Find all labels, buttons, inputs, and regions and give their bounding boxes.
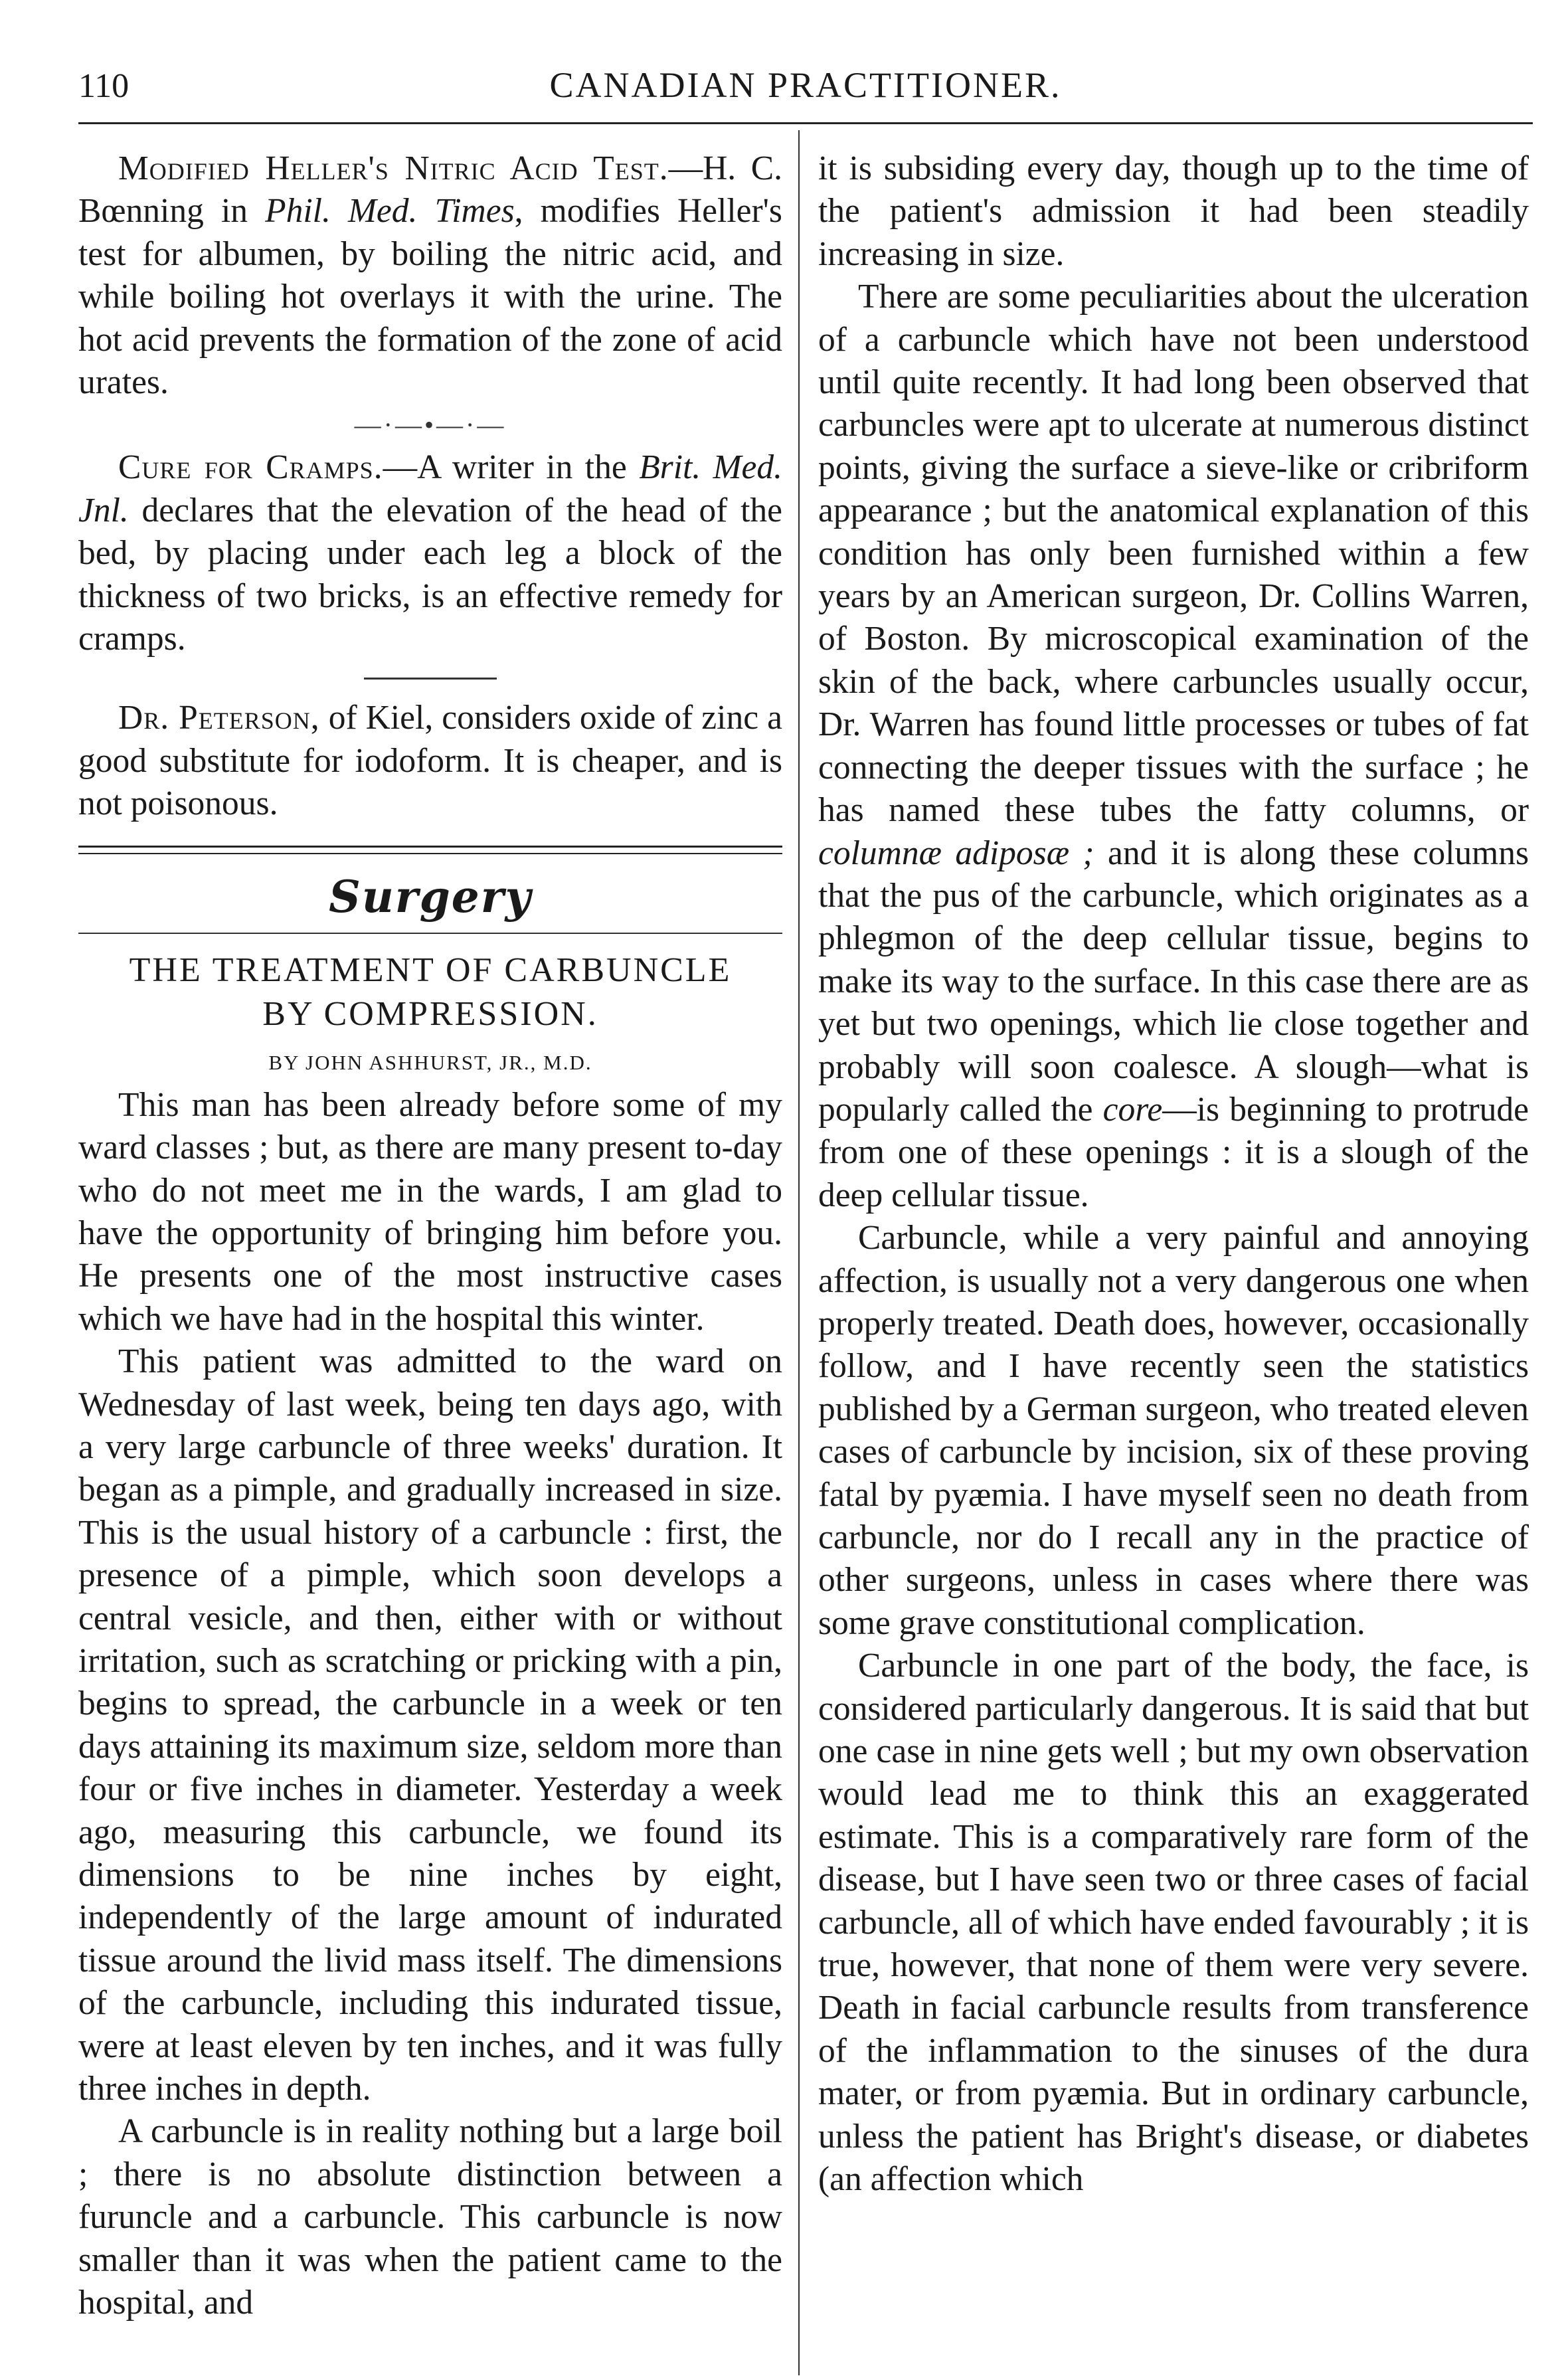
page-header: [78, 61, 1533, 114]
article-byline: BY JOHN ASHHURST, JR., M.D.: [268, 1050, 592, 1074]
item-heading: Dr. Peterson,: [118, 699, 320, 737]
running-title: CANADIAN PRACTITIONER.: [549, 65, 1062, 105]
section-heading-rule: [78, 933, 782, 934]
journal-title: Brit. Med. Jnl.: [78, 448, 783, 529]
article-paragraph: This patient was admitted to the ward on Wednesday of last week, being ten days ago, with a very large carbuncle of three weeks' duration. It began as a pimple, and gradually increased in size. This is the usual history of a carbuncle : first, the presence of a pimple, which soon develops a central vesicle, and then, either with or without irritation, such as scratching or pricking with a pin, begins to spread, the carbuncle in a week or ten days attaining its maximum size, seldom more than four or five inches in diameter. Yesterday a week ago, measuring this carbuncle, we found its dimensions to be nine inches by eight, independently of the large amount of indurated tissue around the livid mass itself. The dimensions of the carbuncle, including this indurated tissue, were at least eleven by ten inches, and it was fully three inches in depth.: [78, 1342, 782, 2108]
item-cure-for-cramps: Cure for Cramps.—A writer in the Brit. Med. Jnl. declares that the elevation of the head of the bed, by placing under each leg a block of the thickness of two bricks, is an effective remedy for cramps.: [78, 448, 783, 658]
article-paragraph: Carbuncle, while a very painful and annoying affection, is usually not a very dangerous one when properly treated. Death does, however, occasionally follow, and I have recently seen the statistics published by a German surgeon, who treated eleven cases of carbuncle by incision, six of these proving fatal by pyæmia. I have myself seen no death from carbuncle, nor do I recall any in the practice of other surgeons, unless in cases where there was some grave constitutional complication.: [818, 1219, 1529, 1642]
article-paragraph: This man has been already before some of my ward classes ; but, as there are many present to-day who do not meet me in the wards, I am glad to have the opportunity of bringing him before you. He presents one of the most instructive cases which we have had in the hospital this winter.: [78, 1085, 782, 1338]
page-number: 110: [78, 67, 130, 105]
column-divider: [798, 130, 800, 2375]
section-rule: [78, 853, 782, 854]
ornament-separator: —·—•—·—: [354, 410, 507, 440]
latin-term: columnæ adiposæ ;: [818, 834, 1094, 872]
item-peterson: Dr. Peterson, of Kiel, considers oxide of zinc a good substitute for iodoform. It is cheaper, and is not poisonous.: [78, 699, 782, 823]
header-rule: [78, 122, 1533, 124]
article-paragraph: A carbuncle is in reality nothing but a large boil ; there is no absolute distinction between a furuncle and a carbuncle. This carbuncle is now smaller than it was when the patient came to the hospital, and: [78, 2112, 782, 2322]
item-heller-test: Modified Heller's Nitric Acid Test.—H. C. Bœnning in Phil. Med. Times, modifies Heller's test for albumen, by boiling the nitric acid, and while boiling hot overlays it with the urine. The hot acid prevents the formation of the zone of acid urates.: [78, 149, 782, 402]
journal-title: Phil. Med. Times: [265, 192, 515, 230]
item-heading: Cure for Cramps.: [118, 448, 383, 487]
right-column: [818, 147, 1529, 2201]
article-paragraph: There are some peculiarities about the ulceration of a carbuncle which have not been understood until quite recently. It had long been observed that carbuncles were apt to ulcerate at numerous distinct points, giving the surface a sieve-like or cribriform appearance ; but the anatomical explanation of this condition has only been furnished within a few years by an American surgeon, Dr. Collins Warren, of Boston. By microscopical examination of the skin of the back, where carbuncles usually occur, Dr. Warren has found little processes or tubes of fat connecting the deeper tissues with the surface ; he has named these tubes the fatty columns, or columnæ adiposæ ; and it is along these columns that the pus of the carbuncle, which originates as a phlegmon of the deep cellular tissue, begins to make its way to the surface. In this case there are as yet but two openings, which lie close together and probably will soon coalesce. A slough—what is popularly called the core—is beginning to protrude from one of these openings : it is a slough of the deep cellular tissue.: [818, 278, 1529, 1214]
left-column: [78, 147, 782, 2324]
article-paragraph: it is subsiding every day, though up to the time of the patient's admission it had been steadily increasing in size.: [818, 149, 1529, 273]
section-heading: Surgery: [329, 870, 532, 923]
article-paragraph: Carbuncle in one part of the body, the face, is considered particularly dangerous. It is said that but one case in nine gets well ; but my own observation would lead me to think this an exaggerated estimate. This is a comparatively rare form of the disease, but I have seen two or three cases of facial carbuncle, all of which have ended favourably ; it is true, however, that none of them were very severe. Death in facial carbuncle results from transference of the inflammation to the sinuses of the dura mater, or from pyæmia. But in ordinary carbuncle, unless the patient has Bright's disease, or diabetes (an affection which: [818, 1647, 1529, 2199]
article-title: THE TREATMENT OF CARBUNCLE BY COMPRESSION.: [129, 951, 732, 1033]
section-rule: [78, 846, 782, 848]
italic-term: core: [1102, 1090, 1163, 1129]
item-heading: Modified Heller's Nitric Acid Test.: [118, 149, 669, 187]
short-rule: [364, 678, 497, 680]
